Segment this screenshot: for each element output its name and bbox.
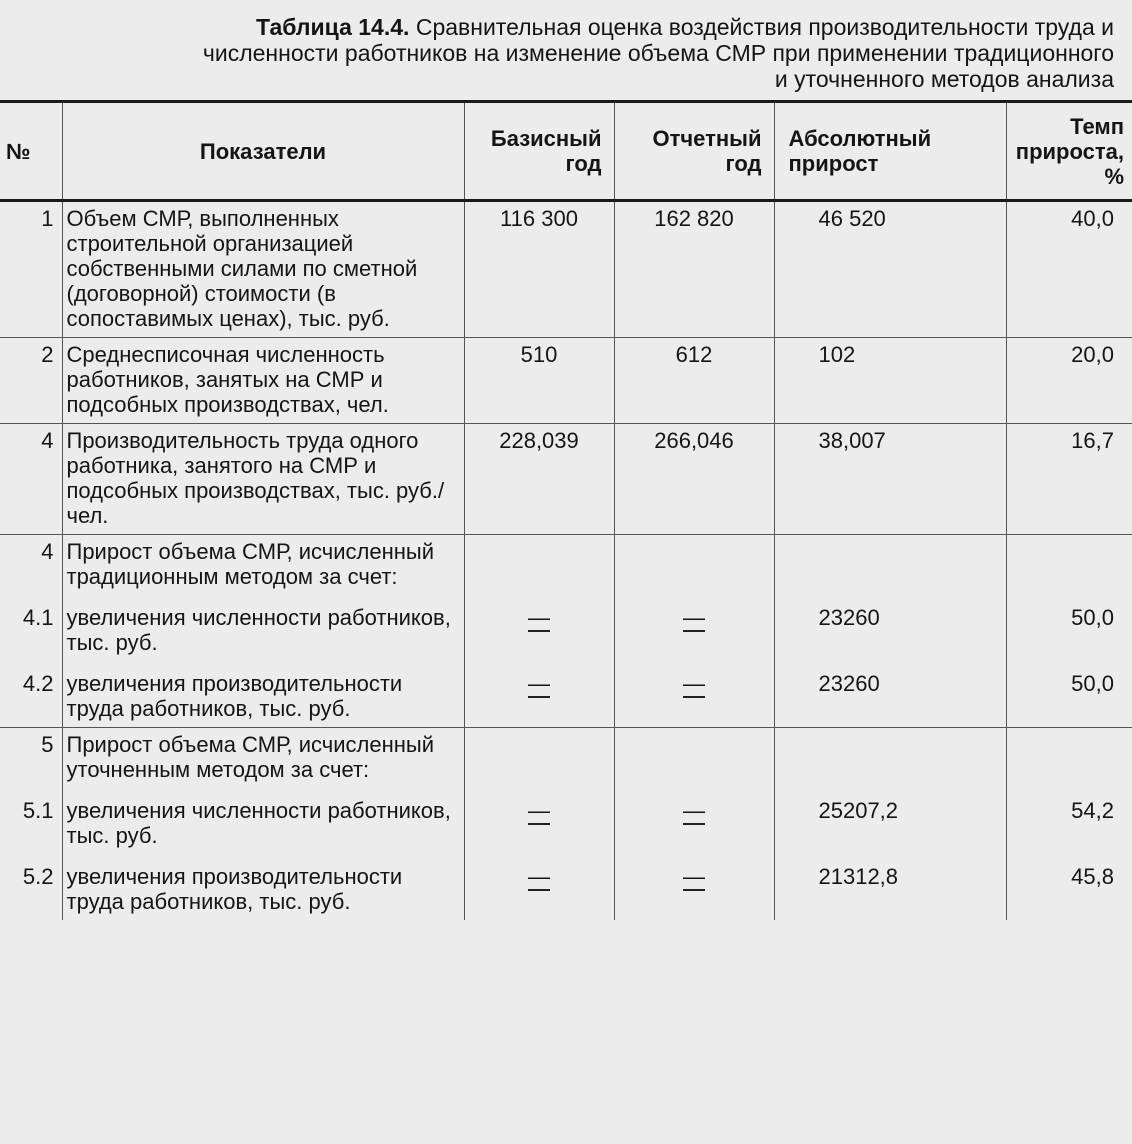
dash-mark: — xyxy=(683,605,705,630)
table-caption-label: Таблица 14.4. xyxy=(256,14,410,40)
row-base-year xyxy=(464,595,614,661)
row-growth-rate: 50,0 xyxy=(1006,595,1132,661)
header-report-year: Отчетный год xyxy=(614,102,774,201)
row-indicator: Прирост объема СМР, исчисленный традиционным методом за счет: xyxy=(62,535,464,596)
row-number: 5.1 xyxy=(22,798,54,823)
dash-mark: — xyxy=(528,671,550,696)
row-indicator: Производительность труда одного работника, занятого на СМР и подсобных производствах, тыс. руб./чел. xyxy=(62,424,464,535)
row-absolute-growth: 25207,2 xyxy=(774,788,1006,854)
row-indicator: увеличения производительности труда работников, тыс. руб. xyxy=(62,854,464,920)
row-number: 4 xyxy=(0,535,62,596)
dash-mark: — xyxy=(528,605,550,630)
header-indicator: Показатели xyxy=(62,102,464,201)
row-growth-rate: 20,0 xyxy=(1006,338,1132,424)
row-number: 5.2 xyxy=(22,864,54,889)
row-report-year xyxy=(614,535,774,596)
row-base-year xyxy=(464,661,614,728)
table-row xyxy=(0,728,1132,789)
table-row xyxy=(0,201,1132,338)
row-growth-rate xyxy=(1006,535,1132,596)
row-number: 4.1 xyxy=(22,605,54,630)
header-base-year: Базисный год xyxy=(464,102,614,201)
row-report-year: 162 820 xyxy=(614,201,774,338)
row-number: 1 xyxy=(0,201,62,338)
row-number: 5 xyxy=(0,728,62,789)
row-number: 4.2 xyxy=(22,671,54,696)
header-absolute-growth: Абсолютный прирост xyxy=(774,102,1006,201)
row-report-year: 612 xyxy=(614,338,774,424)
row-growth-rate: 50,0 xyxy=(1006,661,1132,728)
row-absolute-growth: 38,007 xyxy=(774,424,1006,535)
table-row xyxy=(0,854,1132,920)
row-growth-rate: 40,0 xyxy=(1006,201,1132,338)
row-base-year: 228,039 xyxy=(464,424,614,535)
row-absolute-growth: 21312,8 xyxy=(774,854,1006,920)
row-absolute-growth xyxy=(774,728,1006,789)
header-number: № xyxy=(6,138,31,164)
row-base-year: 116 300 xyxy=(464,201,614,338)
table-row xyxy=(0,595,1132,661)
dash-mark: — xyxy=(683,671,705,696)
row-absolute-growth xyxy=(774,535,1006,596)
row-report-year: 266,046 xyxy=(614,424,774,535)
row-base-year: 510 xyxy=(464,338,614,424)
row-growth-rate: 54,2 xyxy=(1006,788,1132,854)
table-row xyxy=(0,424,1132,535)
table-row xyxy=(0,338,1132,424)
dash-mark: — xyxy=(528,798,550,823)
row-report-year xyxy=(614,595,774,661)
row-growth-rate xyxy=(1006,728,1132,789)
row-absolute-growth: 46 520 xyxy=(774,201,1006,338)
dash-mark: — xyxy=(683,864,705,889)
table-caption xyxy=(184,14,1114,92)
row-base-year xyxy=(464,788,614,854)
row-number: 4 xyxy=(0,424,62,535)
table-row xyxy=(0,788,1132,854)
row-indicator: увеличения численности работников, тыс. руб. xyxy=(62,788,464,854)
dash-mark: — xyxy=(683,798,705,823)
row-indicator: Среднесписочная численность работников, занятых на СМР и подсобных производствах, чел. xyxy=(62,338,464,424)
table-caption-text: Сравнительная оценка воздействия производительности труда и численности работников на изменение объема СМР при применении традиционного и уточненного методов анализа xyxy=(202,14,1114,92)
row-growth-rate: 16,7 xyxy=(1006,424,1132,535)
table-row xyxy=(0,661,1132,728)
row-indicator: увеличения производительности труда работников, тыс. руб. xyxy=(62,661,464,728)
row-report-year xyxy=(614,728,774,789)
row-report-year xyxy=(614,854,774,920)
row-report-year xyxy=(614,788,774,854)
header-growth-rate: Темп прироста, % xyxy=(1006,102,1132,201)
row-base-year xyxy=(464,854,614,920)
row-base-year xyxy=(464,535,614,596)
row-absolute-growth: 102 xyxy=(774,338,1006,424)
row-absolute-growth: 23260 xyxy=(774,661,1006,728)
table-header-row xyxy=(0,102,1132,201)
row-indicator: Объем СМР, выполненных строительной организацией собственными силами по сметной (договорной) стоимости (в сопоставимых ценах), тыс. руб. xyxy=(62,201,464,338)
row-indicator: увеличения численности работников, тыс. руб. xyxy=(62,595,464,661)
row-indicator: Прирост объема СМР, исчисленный уточненным методом за счет: xyxy=(62,728,464,789)
row-report-year xyxy=(614,661,774,728)
row-base-year xyxy=(464,728,614,789)
table-row xyxy=(0,535,1132,596)
row-absolute-growth: 23260 xyxy=(774,595,1006,661)
row-number: 2 xyxy=(0,338,62,424)
row-growth-rate: 45,8 xyxy=(1006,854,1132,920)
dash-mark: — xyxy=(528,864,550,889)
comparison-table xyxy=(0,100,1132,920)
